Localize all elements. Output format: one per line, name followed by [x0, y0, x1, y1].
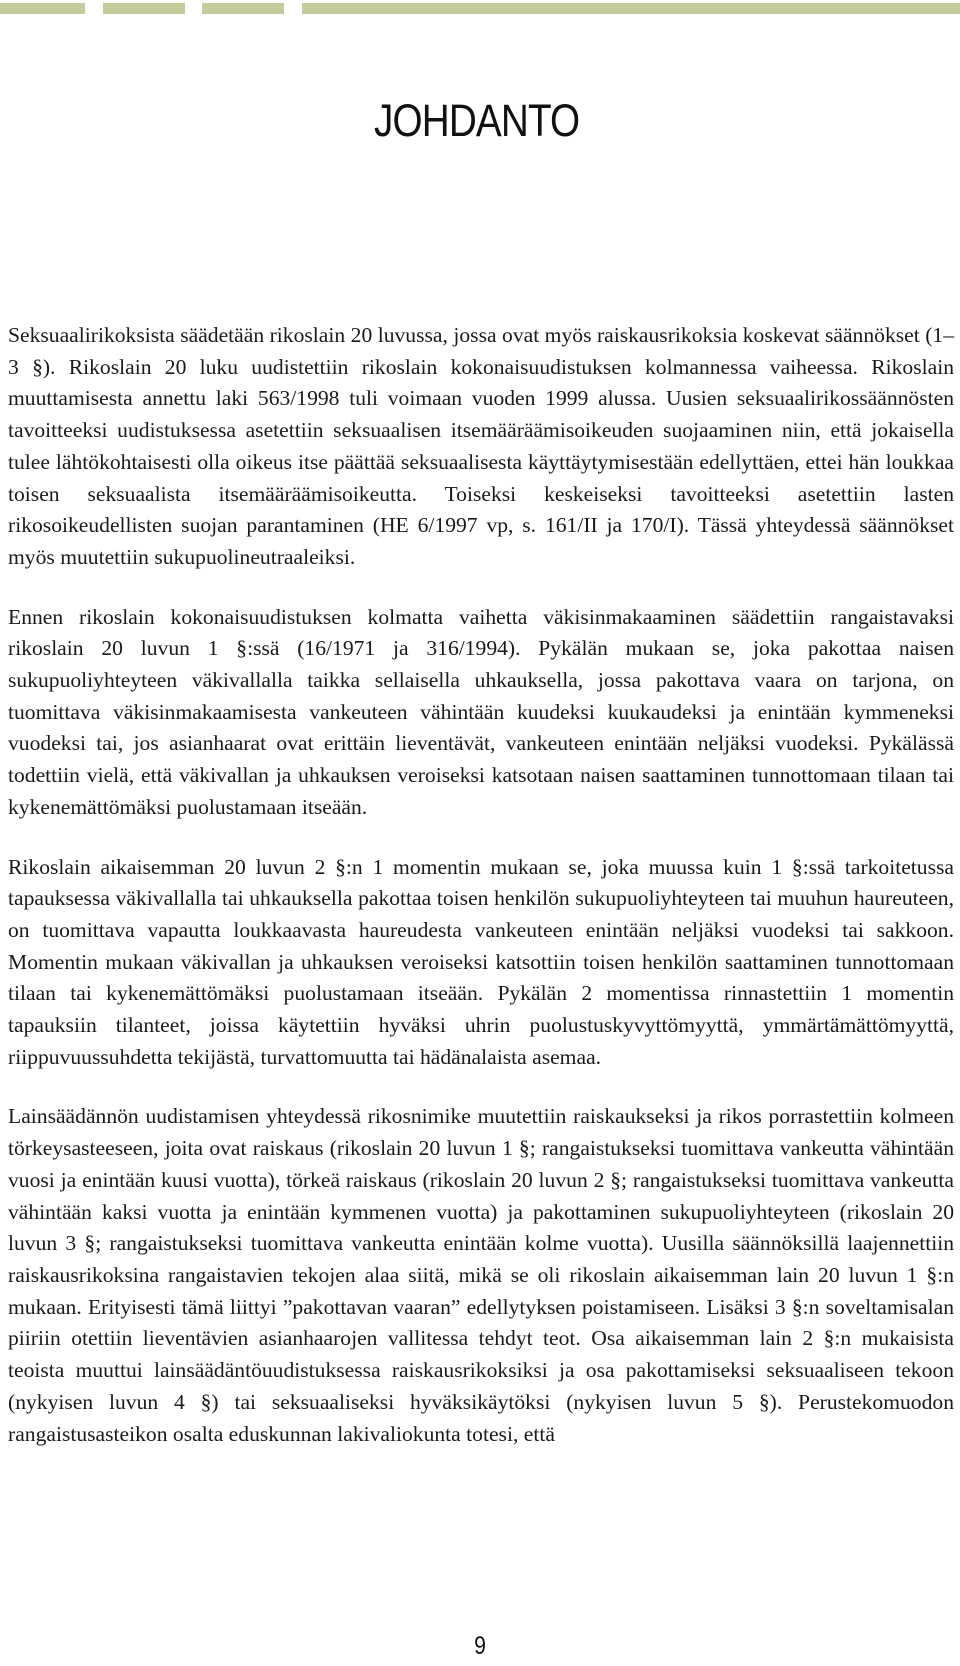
header-decoration-bars [0, 3, 960, 14]
header-bar-4 [302, 3, 960, 14]
paragraph-1: Seksuaalirikoksista säädetään rikoslain 20 luvussa, jossa ovat myös raiskausrikoksia koskevat säännökset (1–3 §). Rikoslain 20 luku uudistettiin rikoslain kokonaisuudistuksen kolmannessa vaiheessa. Rikoslain muuttamisesta annettu laki 563/1998 tuli voimaan vuoden 1999 alussa. Uusien seksuaalirikossäännösten tavoitteeksi uudistuksessa asetettiin seksuaalisen itsemääräämisoikeuden suojaaminen niin, että jokaisella tulee lähtökohtaisesti olla oikeus itse päättää seksuaalisesta käyttäytymisestään edellyttäen, ettei hän loukkaa toisen seksuaalista itsemääräämisoikeutta. Toiseksi keskeiseksi tavoitteeksi asetettiin lasten rikosoikeudellisten suojan parantaminen (HE 6/1997 vp, s. 161/II ja 170/I). Tässä yhteydessä säännökset myös muutettiin sukupuolineutraaleiksi. [8, 323, 954, 569]
body-text [8, 320, 954, 1478]
paragraph-3: Rikoslain aikaisemman 20 luvun 2 §:n 1 momentin mukaan se, joka muussa kuin 1 §:ssä tarkoitetussa tapauksessa väkivallalla tai uhkauksella pakottaa toisen henkilön sukupuoliyhteyteen tai muuhun haureuteen, on tuomittava vapautta loukkaavasta haureudesta vankeuteen enintään neljäksi vuodeksi tai sakkoon. Momentin mukaan väkivallan ja uhkauksen veroiseksi katsottiin toisen henkilön saattaminen tunnottomaan tilaan tai kykenemättömäksi puolustamaan itseään. Pykälän 2 momentissa rinnastettiin 1 momentin tapauksiin tilanteet, joissa käytettiin hyväksi uhrin puolustuskyvyttömyyttä, ymmärtämättömyyttä, riippuvuussuhdetta tekijästä, turvattomuutta tai hädänalaista asemaa. [8, 854, 954, 1069]
paragraph-2: Ennen rikoslain kokonaisuudistuksen kolmatta vaihetta väkisinmakaaminen säädettiin rangaistavaksi rikoslain 20 luvun 1 §:ssä (16/1971 ja 316/1994). Pykälän mukaan se, joka pakottaa naisen sukupuoliyhteyteen väkivallalla taikka sellaisella uhkauksella, jossa pakottava vaara on tarjona, on tuomittava väkisinmakaamisesta vankeuteen vähintään kuudeksi kuukaudeksi ja enintään kymmeneksi vuodeksi tai, jos asianhaarat ovat erittäin lieventävät, vankeuteen enintään neljäksi vuodeksi. Pykälässä todettiin vielä, että väkivallan ja uhkauksen veroiseksi katsotaan naisen saattaminen tunnottomaan tilaan tai kykenemättömäksi puolustamaan itseään. [8, 604, 954, 819]
page-number: 9 [474, 1632, 486, 1660]
page-title: JOHDANTO [374, 95, 580, 146]
header-bar-1 [0, 3, 85, 14]
header-bar-3 [202, 3, 284, 14]
header-bar-2 [103, 3, 185, 14]
paragraph-4: Lainsäädännön uudistamisen yhteydessä rikosnimike muutettiin raiskaukseksi ja rikos porrastettiin kolmeen törkeysasteeseen, joita ovat raiskaus (rikoslain 20 luvun 1 §; rangaistukseksi tuomittava vankeutta vähintään vuosi ja enintään kuusi vuotta), törkeä raiskaus (rikoslain 20 luvun 2 §; rangaistukseksi tuomittava vankeutta vähintään kaksi vuotta ja enintään kymmenen vuotta) ja pakottaminen sukupuoliyhteyteen (rikoslain 20 luvun 3 §; rangaistukseksi tuomittava vankeutta enintään kolme vuotta). Uusilla säännöksillä laajennettiin raiskausrikoksina rangaistavien tekojen alaa siitä, mikä se oli rikoslain aikaisemman lain 20 luvun 1 §:n mukaan. Erityisesti tämä liittyi ”pakottavan vaaran” edellytyksen poistamiseen. Lisäksi 3 §:n soveltamisalan piiriin otettiin lieventävien asianhaarojen vallitessa tehdyt teot. Osa aikaisemman lain 2 §:n mukaisista teoista muuttui lainsäädäntöuudistuksessa raiskausrikoksiksi ja osa pakottamiseksi seksuaaliseen tekoon (nykyisen luvun 4 §) tai seksuaaliseksi hyväksikäytöksi (nykyisen luvun 5 §). Perustekomuodon rangaistusasteikon osalta eduskunnan lakivaliokunta totesi, että [8, 1104, 954, 1446]
